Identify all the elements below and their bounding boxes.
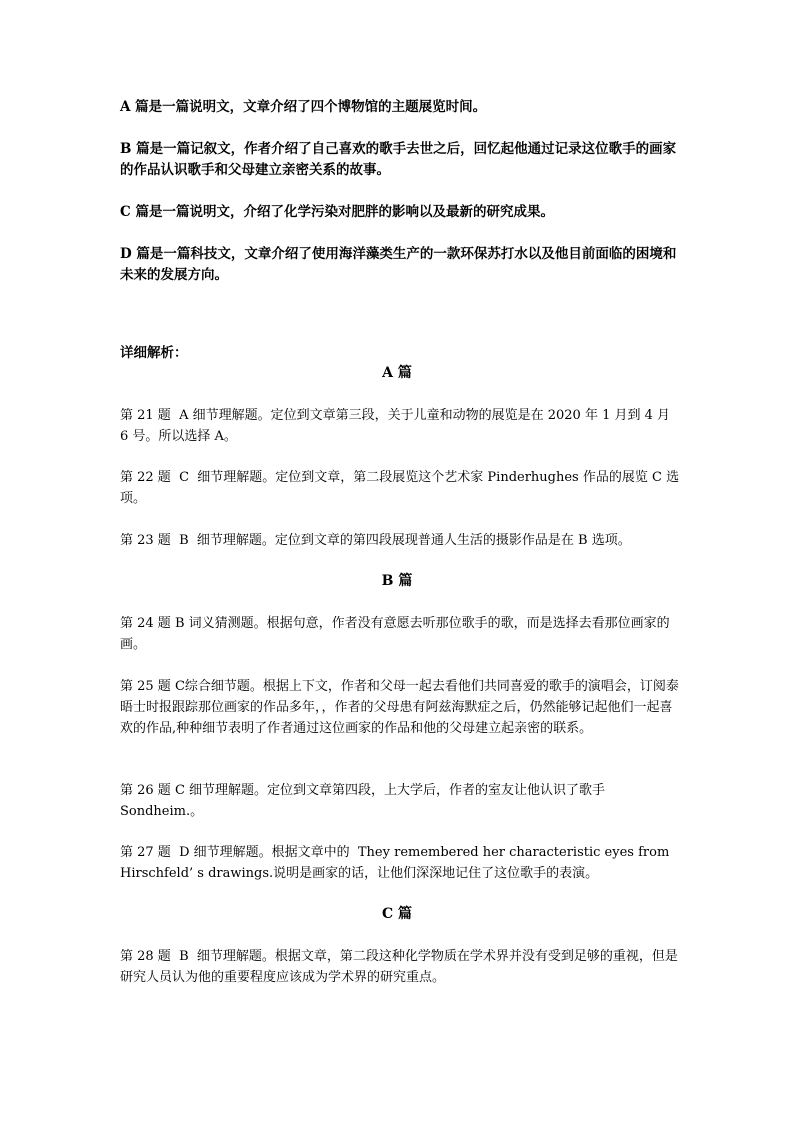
question-22-analysis: 第 22 题 C 细节理解题。定位到文章，第二段展览这个艺术家 Pinderhughes 作品的展览 C 选项。 [120, 470, 680, 506]
summary-passage-a: A 篇是一篇说明文，文章介绍了四个博物馆的主题展览时间。 [120, 99, 487, 115]
question-27-analysis: 第 27 题 D 细节理解题。根据文章中的 They remembered her characteristic eyes from Hirschfeld’ s drawings.说明是画家的话，让他们深深地记住了这位歌手的表演。 [120, 845, 674, 881]
question-21-analysis: 第 21 题 A 细节理解题。定位到文章第三段，关于儿童和动物的展览是在 2020 年 1 月到 4 月 6 号。所以选择 A。 [120, 408, 675, 444]
section-heading-a: A 篇 [382, 365, 412, 381]
summary-passage-b: B 篇是一篇记叙文，作者介绍了自己喜欢的歌手去世之后，回忆起他通过记录这位歌手的画家的作品认识歌手和父母建立亲密关系的故事。 [120, 141, 677, 178]
summary-passage-c: C 篇是一篇说明文，介绍了化学污染对肥胖的影响以及最新的研究成果。 [120, 204, 554, 220]
analysis-heading: 详细解析： [120, 345, 188, 361]
section-heading-b: B 篇 [381, 573, 413, 589]
question-24-analysis: 第 24 题 B 词义猜测题。根据句意，作者没有意愿去听那位歌手的歌，而是选择去看那位画家的画。 [120, 616, 670, 652]
section-heading-c: C 篇 [381, 906, 413, 922]
summary-passage-d: D 篇是一篇科技文，文章介绍了使用海洋藻类生产的一款环保苏打水以及他目前面临的困境和未来的发展方向。 [120, 246, 677, 283]
question-26-analysis: 第 26 题 C 细节理解题。定位到文章第四段，上大学后，作者的室友让他认识了歌手 Sondheim.。 [120, 783, 610, 819]
question-28-analysis: 第 28 题 B 细节理解题。根据文章，第二段这种化学物质在学术界并没有受到足够的重视，但是研究人员认为他的重要程度应该成为学术界的研究重点。 [120, 949, 678, 985]
question-23-analysis: 第 23 题 B 细节理解题。定位到文章的第四段展现普通人生活的摄影作品是在 B 选项。 [120, 533, 631, 548]
question-25-analysis: 第 25 题 C综合细节题。根据上下文，作者和父母一起去看他们共同喜爱的歌手的演唱会，订阅泰晤士时报跟踪那位画家的作品多年，，作者的父母患有阿兹海默症之后，仍然能够记起他们一起喜欢的作品,种种细节表明了作者通过这位画家的作品和他的父母建立起亲密的联系。 [120, 679, 679, 736]
